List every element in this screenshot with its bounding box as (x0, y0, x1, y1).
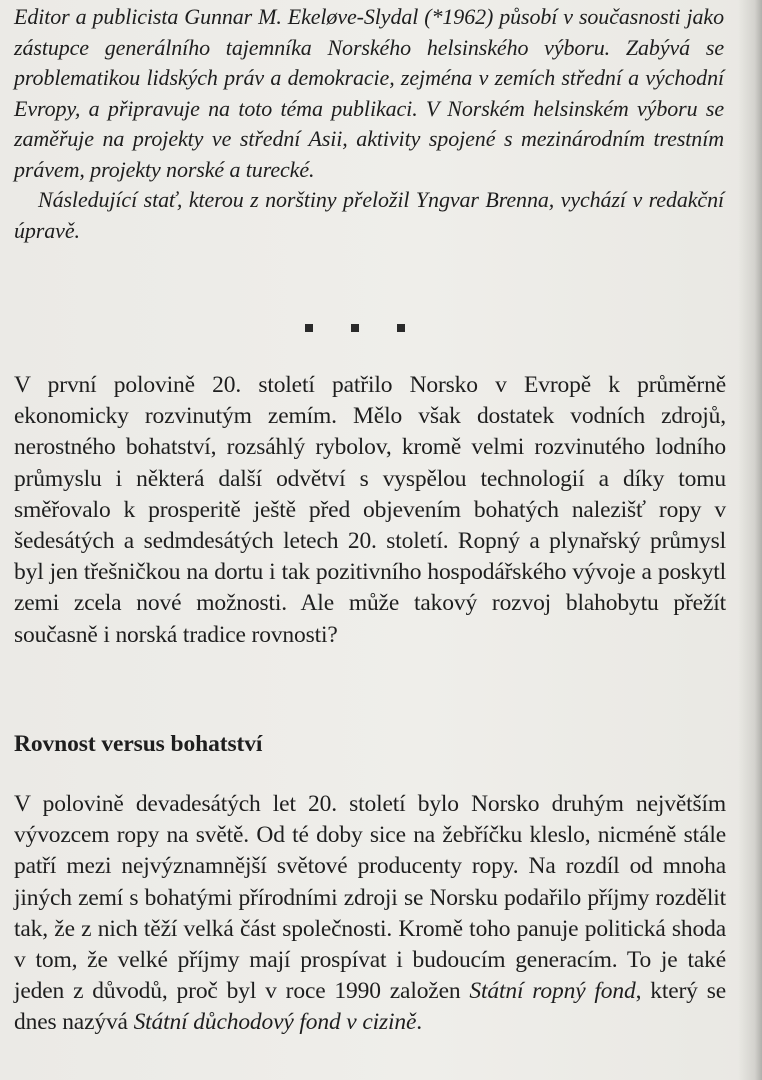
author-intro (14, 2, 724, 246)
intro-paragraph-author: Editor a publicista Gunnar M. Ekeløve-Slydal (*1962) působí v současnosti jako zástupce generálního tajemníka Norského helsinského výboru. Zabývá se problematikou lidských práv a demokracie, zejména v zemích střední a východní Evropy, a připravuje na toto téma publikaci. V Norském helsinském výboru se zaměřuje na projekty ve střední Asii, aktivity spojené s mezinárodním trestním právem, projekty norské a turecké. (14, 4, 724, 182)
paragraph-end: . (416, 1009, 422, 1036)
fund-name-italic: Státní ropný fond (469, 978, 636, 1005)
fund-name-italic-renamed: Státní důchodový fond v cizině (133, 1009, 417, 1036)
body-paragraph-1: V první polovině 20. století patřilo Norsko v Evropě k průměrně ekonomicky rozvinutým zemím. Mělo však dostatek vodních zdrojů, nerostného bohatství, rozsáhlý rybolov, kromě velmi rozvinutého lodního průmyslu i některá další odvětví s vyspělou technologií a díky tomu směřovalo k prosperitě ještě před objevením bohatých nalezišť ropy v šedesátých a sedmdesátých letech 20. století. Ropný a plynařský průmysl byl jen třešničkou na dortu i tak pozitivního hospodářského vývoje a poskytl zemi zcela nové možnosti. Ale může takový rozvoj blahobytu přežít současně i norská tradice rovnosti? (14, 372, 726, 648)
section-heading: Rovnost versus bohatství (14, 731, 263, 757)
separator-square (351, 324, 359, 332)
separator-square (305, 324, 313, 332)
intro-paragraph-translation: Následující stať, kterou z norštiny přeložil Yngvar Brenna, vychází v redakční úpravě. (14, 187, 724, 243)
body-paragraph-2 (14, 789, 726, 1039)
paragraph-text: V polovině devadesátých let 20. století bylo Norsko druhým největším vývozcem ropy na světě. Od té doby sice na žebříčku kleslo, nicméně stále patří mezi nejvýznamnější světové producenty ropy. Na rozdíl od mnoha jiných zemí s bohatými přírodními zdroji se Norsku podařilo příjmy rozdělit tak, že z nich těží velká část společnosti. Kromě toho panuje politická shoda v tom, že velké příjmy mají prospívat i budoucím generacím. To je také jeden z důvodů, proč byl v roce 1990 založen (14, 791, 726, 1005)
section-separator (0, 318, 762, 338)
separator-square (397, 324, 405, 332)
page-edge-shadow (738, 0, 762, 1080)
paragraph-text-connector: , který se dnes nazývá (14, 978, 726, 1036)
